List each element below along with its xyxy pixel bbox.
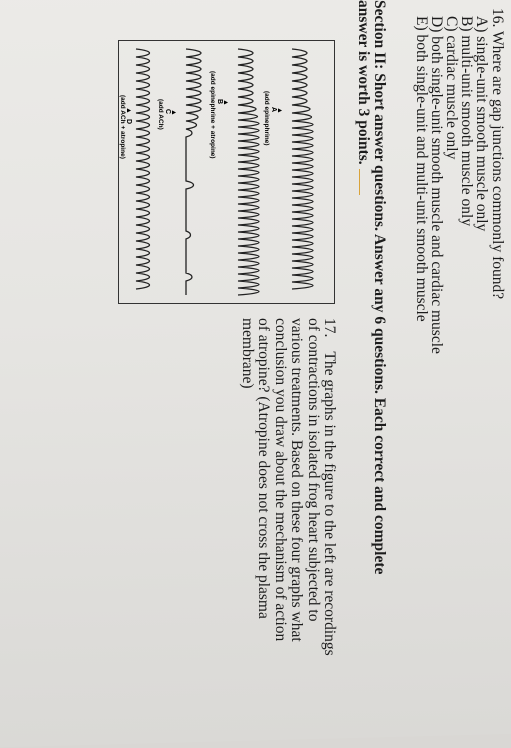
highlight-underline [359, 169, 370, 195]
trace-4-label: (add ACh + atropine) [119, 95, 126, 159]
question-17-text: The graphs in the figure to the left are recordings of contractions in isolated frog heart subjected to various treatments. Based on these four graphs what conclusion you draw about the mechanism of action of atropine? (Atropine does not cross the plasma membrane) [238, 318, 338, 656]
question-16-option-a: A) single-unit smooth muscle only [473, 16, 490, 232]
trace-3-marker: ▲ [170, 109, 177, 116]
trace-2-letter: B [216, 99, 223, 105]
section-heading-line2: answer is worth 3 points. [355, 0, 372, 165]
question-16-option-e: E) both single-unit and multi-unit smooth muscle [413, 16, 430, 322]
trace-3-waveform [186, 49, 201, 295]
section-2-heading [355, 0, 387, 640]
trace-4-letter: D [125, 119, 132, 125]
trace-2-waveform [238, 49, 259, 295]
trace-4-marker: ▲ [125, 107, 132, 114]
exam-page [5, 0, 506, 688]
question-16 [414, 8, 505, 668]
question-17 [239, 318, 337, 658]
contraction-figure [118, 40, 335, 304]
trace-1-label: (add epinephrine) [263, 91, 270, 146]
question-16-option-c: C) cardiac muscle only [443, 16, 460, 160]
section-heading-line1: Section II: Short answer questions. Answer any 6 questions. Each correct and complete [371, 0, 388, 575]
trace-2-label: (add epinephrine + atropine) [209, 71, 216, 159]
trace-ach-atropine [119, 49, 150, 289]
trace-1-waveform [292, 49, 313, 289]
trace-2-marker: ▲ [222, 99, 229, 106]
trace-3-label: (add ACh) [157, 99, 164, 130]
trace-1-letter: A [270, 107, 277, 113]
trace-ach [157, 49, 201, 295]
trace-3-letter: C [164, 109, 171, 115]
trace-epinephrine-atropine [209, 49, 259, 295]
trace-4-waveform [136, 49, 150, 289]
question-17-number: 17. [321, 318, 338, 338]
question-16-option-d: D) both single-unit smooth muscle and cardiac muscle [428, 16, 445, 354]
trace-1-marker: ▲ [276, 107, 283, 114]
question-16-option-b: B) multi-unit smooth muscle only [458, 16, 475, 227]
trace-epinephrine [263, 49, 313, 289]
contraction-traces-svg [119, 41, 334, 303]
question-16-stem: 16. Where are gap junctions commonly found? [489, 8, 506, 300]
